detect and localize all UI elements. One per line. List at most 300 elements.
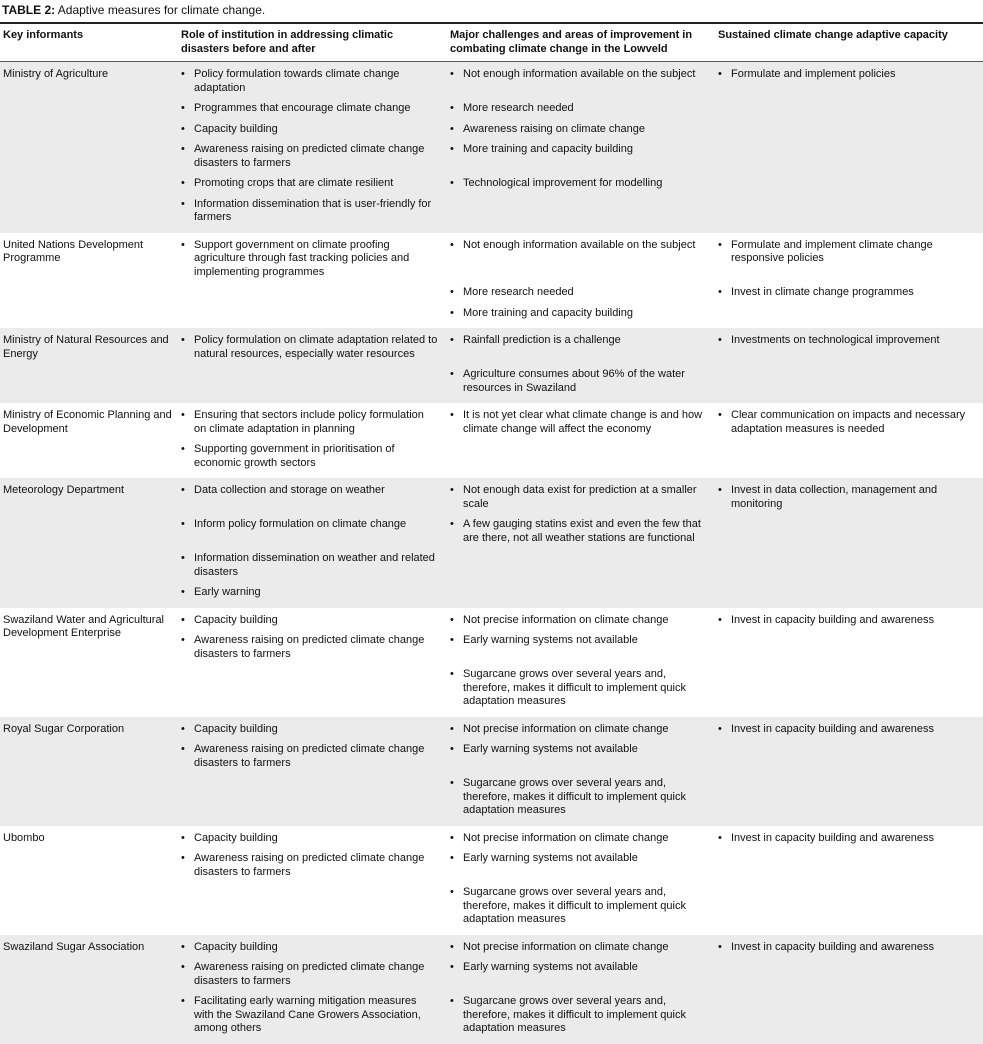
bullet-item — [181, 961, 439, 988]
bullet-item — [450, 143, 707, 157]
bullet-text: More research needed — [463, 102, 574, 114]
bullet-text: Not precise information on climate change — [463, 613, 669, 626]
bullet-icon: • — [718, 334, 722, 346]
major-challenges-cell — [447, 777, 715, 818]
major-challenges-cell — [447, 177, 715, 191]
role-of-institution-cell — [178, 123, 447, 137]
bullet-icon: • — [450, 961, 454, 973]
item-line-group — [178, 334, 983, 361]
item-line-group — [178, 886, 983, 927]
adaptive-capacity-cell — [715, 307, 983, 321]
bullet-text: Awareness raising on predicted climate change disasters to farmers — [194, 852, 425, 878]
bullet-text: Not precise information on climate change — [463, 831, 669, 844]
bullet-item — [181, 941, 439, 955]
bullet-text: Inform policy formulation on climate change — [194, 518, 407, 530]
bullet-item — [450, 484, 707, 511]
bullet-icon: • — [181, 334, 185, 346]
bullet-text: Not enough information available on the subject — [463, 238, 696, 251]
bullet-item — [718, 409, 977, 436]
table-row — [0, 826, 983, 935]
role-of-institution-cell — [178, 68, 447, 95]
key-informant-cell: Ubombo — [3, 831, 45, 844]
major-challenges-cell — [447, 409, 715, 436]
major-challenges-cell — [447, 368, 715, 395]
adaptive-capacity-cell — [715, 443, 983, 470]
item-line-group — [178, 995, 983, 1036]
row-items — [178, 614, 983, 716]
role-of-institution-cell — [178, 995, 447, 1036]
key-informant-cell: Swaziland Water and Agricultural Development Enterprise — [3, 613, 165, 639]
major-challenges-cell — [447, 552, 715, 579]
header-role-of-institution: Role of institution in addressing climatic disasters before and after — [181, 29, 394, 55]
key-informant-cell: Royal Sugar Corporation — [3, 722, 125, 735]
role-of-institution-cell — [178, 198, 447, 225]
bullet-item — [450, 961, 707, 975]
bullet-text: Early warning systems not available — [463, 634, 638, 646]
bullet-icon: • — [450, 368, 454, 380]
bullet-icon: • — [181, 68, 185, 80]
header-key-informants: Key informants — [3, 29, 84, 41]
role-of-institution-cell — [178, 777, 447, 818]
bullet-text: Ensuring that sectors include policy formulation on climate adaptation in planning — [194, 409, 424, 435]
adaptive-capacity-cell — [715, 634, 983, 661]
bullet-text: Early warning — [194, 586, 261, 598]
bullet-item — [181, 177, 439, 191]
bullet-item — [450, 334, 707, 348]
bullet-item — [181, 68, 439, 95]
bullet-icon: • — [181, 122, 185, 135]
bullet-icon: • — [181, 177, 185, 189]
table-title: Adaptive measures for climate change. — [55, 3, 266, 17]
bullet-item — [450, 68, 707, 82]
item-line-group — [178, 941, 983, 955]
item-line-group — [178, 286, 983, 300]
table-row — [0, 935, 983, 1044]
item-line-group — [178, 832, 983, 846]
bullet-item — [181, 634, 439, 661]
bullet-item — [181, 102, 439, 116]
bullet-icon: • — [450, 940, 454, 953]
bullet-item — [450, 123, 707, 137]
bullet-text: Promoting crops that are climate resilient — [194, 177, 394, 189]
bullet-text: Rainfall prediction is a challenge — [463, 334, 621, 346]
bullet-item — [181, 239, 439, 280]
item-line-group — [178, 68, 983, 95]
bullet-text: Awareness raising on predicted climate change disasters to farmers — [194, 143, 425, 169]
bullet-item — [718, 723, 977, 737]
role-of-institution-cell — [178, 832, 447, 846]
bullet-icon: • — [450, 743, 454, 755]
bullet-icon: • — [718, 409, 722, 421]
bullet-text: Policy formulation towards climate change adaptation — [194, 68, 400, 94]
bullet-icon: • — [181, 831, 185, 844]
item-line-group — [178, 777, 983, 818]
bullet-text: Investments on technological improvement — [731, 334, 940, 346]
major-challenges-cell — [447, 634, 715, 661]
bullet-item — [181, 484, 439, 498]
bullet-text: Not precise information on climate change — [463, 722, 669, 735]
major-challenges-cell — [447, 832, 715, 846]
bullet-item — [450, 743, 707, 757]
bullet-icon: • — [450, 995, 454, 1007]
adaptive-capacity-cell — [715, 409, 983, 436]
bullet-item — [718, 68, 977, 82]
role-of-institution-cell — [178, 886, 447, 927]
bullet-text: Awareness raising on predicted climate change disasters to farmers — [194, 743, 425, 769]
table-row — [0, 62, 983, 233]
item-line-group — [178, 743, 983, 770]
adaptive-capacity-cell — [715, 777, 983, 818]
adaptive-capacity-cell — [715, 484, 983, 511]
bullet-icon: • — [450, 238, 454, 251]
bullet-text: Support government on climate proofing agriculture through fast tracking policies and implementing programmes — [194, 238, 410, 278]
major-challenges-cell — [447, 668, 715, 709]
bullet-item — [718, 941, 977, 955]
bullet-item — [181, 852, 439, 879]
bullet-item — [718, 614, 977, 628]
bullet-text: Sugarcane grows over several years and, therefore, makes it difficult to implement quick adaptation measures — [463, 886, 686, 925]
bullet-item — [718, 334, 977, 348]
bullet-icon: • — [450, 831, 454, 844]
bullet-icon: • — [718, 831, 722, 844]
role-of-institution-cell — [178, 286, 447, 300]
bullet-icon: • — [181, 961, 185, 973]
major-challenges-cell — [447, 586, 715, 600]
role-of-institution-cell — [178, 409, 447, 436]
bullet-item — [450, 368, 707, 395]
table-body — [0, 62, 983, 1044]
table-label: TABLE 2: — [2, 3, 56, 17]
major-challenges-cell — [447, 307, 715, 321]
table-row — [0, 233, 983, 329]
bullet-icon: • — [450, 306, 454, 319]
bullet-icon: • — [718, 286, 722, 298]
bullet-icon: • — [718, 68, 722, 80]
bullet-text: Sugarcane grows over several years and, therefore, makes it difficult to implement quick adaptation measures — [463, 668, 686, 707]
adaptive-capacity-cell — [715, 832, 983, 846]
bullet-text: Technological improvement for modelling — [463, 177, 663, 189]
adaptive-capacity-cell — [715, 723, 983, 737]
major-challenges-cell — [447, 518, 715, 545]
bullet-text: Clear communication on impacts and necessary adaptation measures is needed — [731, 409, 966, 435]
bullet-item — [718, 484, 977, 511]
bullet-icon: • — [450, 518, 454, 530]
bullet-icon: • — [181, 613, 185, 626]
item-line-group — [178, 723, 983, 737]
bullet-icon: • — [450, 634, 454, 646]
bullet-icon: • — [181, 722, 185, 735]
bullet-item — [450, 777, 707, 818]
item-line-group — [178, 368, 983, 395]
bullet-icon: • — [450, 886, 454, 898]
bullet-text: Capacity building — [194, 831, 278, 844]
bullet-text: More training and capacity building — [463, 306, 633, 319]
bullet-text: Not precise information on climate change — [463, 940, 669, 953]
item-line-group — [178, 198, 983, 225]
bullet-icon: • — [181, 586, 185, 598]
bullet-text: Capacity building — [194, 940, 278, 953]
row-items — [178, 239, 983, 328]
adaptive-capacity-cell — [715, 995, 983, 1036]
role-of-institution-cell — [178, 668, 447, 709]
key-informant-cell: United Nations Development Programme — [3, 238, 144, 264]
row-items — [178, 68, 983, 232]
major-challenges-cell — [447, 443, 715, 470]
bullet-text: More research needed — [463, 286, 574, 298]
table-header-row — [0, 24, 983, 62]
key-informant-cell: Meteorology Department — [3, 484, 125, 496]
bullet-icon: • — [718, 238, 722, 251]
role-of-institution-cell — [178, 239, 447, 280]
bullet-icon: • — [181, 552, 185, 564]
table-row — [0, 328, 983, 403]
bullet-icon: • — [450, 409, 454, 421]
item-line-group — [178, 307, 983, 321]
major-challenges-cell — [447, 614, 715, 628]
major-challenges-cell — [447, 723, 715, 737]
key-informant-cell: Ministry of Economic Planning and Development — [3, 409, 172, 435]
bullet-text: Formulate and implement climate change responsive policies — [731, 238, 933, 264]
role-of-institution-cell — [178, 143, 447, 170]
adaptive-capacity-cell — [715, 102, 983, 116]
major-challenges-cell — [447, 143, 715, 170]
bullet-item — [450, 177, 707, 191]
major-challenges-cell — [447, 239, 715, 280]
role-of-institution-cell — [178, 586, 447, 600]
bullet-text: Invest in data collection, management and monitoring — [731, 484, 938, 510]
bullet-text: Data collection and storage on weather — [194, 484, 385, 496]
bullet-text: Facilitating early warning mitigation measures with the Swaziland Cane Growers Association, among others — [194, 995, 421, 1034]
bullet-text: More training and capacity building — [463, 143, 633, 155]
bullet-item — [181, 123, 439, 137]
bullet-icon: • — [181, 484, 185, 496]
bullet-item — [450, 102, 707, 116]
bullet-item — [450, 886, 707, 927]
bullet-text: It is not yet clear what climate change is and how climate change will affect the economy — [463, 409, 703, 435]
bullet-icon: • — [181, 143, 185, 155]
bullet-text: Agriculture consumes about 96% of the water resources in Swaziland — [463, 368, 685, 394]
bullet-text: Capacity building — [194, 613, 278, 626]
adaptive-capacity-cell — [715, 941, 983, 955]
bullet-text: Early warning systems not available — [463, 961, 638, 973]
bullet-item — [450, 518, 707, 545]
bullet-text: Programmes that encourage climate change — [194, 102, 411, 114]
major-challenges-cell — [447, 941, 715, 955]
bullet-text: Sugarcane grows over several years and, therefore, makes it difficult to implement quick adaptation measures — [463, 777, 686, 816]
adaptive-capacity-cell — [715, 586, 983, 600]
item-line-group — [178, 634, 983, 661]
bullet-text: Capacity building — [194, 122, 278, 135]
key-informant-cell: Swaziland Sugar Association — [3, 940, 145, 953]
bullet-item — [181, 995, 439, 1036]
role-of-institution-cell — [178, 177, 447, 191]
adaptive-capacity-cell — [715, 198, 983, 225]
header-adaptive-capacity: Sustained climate change adaptive capacity — [718, 29, 948, 41]
adaptive-capacity-cell — [715, 143, 983, 170]
role-of-institution-cell — [178, 334, 447, 361]
bullet-icon: • — [450, 122, 454, 135]
role-of-institution-cell — [178, 552, 447, 579]
adaptive-capacity-cell — [715, 552, 983, 579]
adaptive-measures-table — [0, 22, 983, 1044]
item-line-group — [178, 852, 983, 879]
bullet-icon: • — [718, 613, 722, 626]
role-of-institution-cell — [178, 102, 447, 116]
major-challenges-cell — [447, 102, 715, 116]
bullet-text: Invest in capacity building and awareness — [731, 831, 935, 844]
item-line-group — [178, 614, 983, 628]
table-row — [0, 403, 983, 478]
bullet-item — [181, 723, 439, 737]
bullet-item — [718, 286, 977, 300]
adaptive-capacity-cell — [715, 368, 983, 395]
major-challenges-cell — [447, 286, 715, 300]
role-of-institution-cell — [178, 723, 447, 737]
adaptive-capacity-cell — [715, 614, 983, 628]
bullet-text: Supporting government in prioritisation of economic growth sectors — [194, 443, 395, 469]
key-informant-cell: Ministry of Agriculture — [3, 68, 109, 80]
adaptive-capacity-cell — [715, 123, 983, 137]
bullet-icon: • — [181, 409, 185, 421]
item-line-group — [178, 443, 983, 470]
bullet-icon: • — [450, 68, 454, 80]
role-of-institution-cell — [178, 614, 447, 628]
bullet-item — [450, 239, 707, 253]
major-challenges-cell — [447, 334, 715, 361]
adaptive-capacity-cell — [715, 668, 983, 709]
bullet-icon: • — [450, 286, 454, 298]
item-line-group — [178, 177, 983, 191]
role-of-institution-cell — [178, 368, 447, 395]
major-challenges-cell — [447, 995, 715, 1036]
bullet-icon: • — [181, 634, 185, 646]
bullet-item — [181, 586, 439, 600]
adaptive-capacity-cell — [715, 743, 983, 770]
bullet-item — [181, 198, 439, 225]
item-line-group — [178, 239, 983, 280]
item-line-group — [178, 668, 983, 709]
bullet-item — [718, 239, 977, 266]
major-challenges-cell — [447, 961, 715, 988]
item-line-group — [178, 123, 983, 137]
adaptive-capacity-cell — [715, 334, 983, 361]
row-items — [178, 484, 983, 607]
bullet-text: Formulate and implement policies — [731, 68, 896, 80]
bullet-item — [181, 518, 439, 532]
bullet-text: A few gauging statins exist and even the few that are there, not all weather stations are functional — [463, 518, 701, 544]
bullet-icon: • — [718, 940, 722, 953]
role-of-institution-cell — [178, 634, 447, 661]
bullet-icon: • — [181, 940, 185, 953]
role-of-institution-cell — [178, 941, 447, 955]
bullet-text: Early warning systems not available — [463, 743, 638, 755]
bullet-item — [450, 832, 707, 846]
item-line-group — [178, 586, 983, 600]
major-challenges-cell — [447, 852, 715, 879]
major-challenges-cell — [447, 68, 715, 95]
adaptive-capacity-cell — [715, 239, 983, 280]
item-line-group — [178, 518, 983, 545]
bullet-item — [450, 668, 707, 709]
role-of-institution-cell — [178, 743, 447, 770]
bullet-text: Not enough data exist for prediction at a smaller scale — [463, 484, 697, 510]
bullet-item — [450, 409, 707, 436]
bullet-item — [181, 409, 439, 436]
bullet-icon: • — [450, 484, 454, 496]
bullet-item — [450, 614, 707, 628]
bullet-icon: • — [450, 143, 454, 155]
row-items — [178, 409, 983, 477]
role-of-institution-cell — [178, 484, 447, 511]
major-challenges-cell — [447, 886, 715, 927]
bullet-icon: • — [181, 518, 185, 530]
bullet-item — [181, 832, 439, 846]
item-line-group — [178, 102, 983, 116]
item-line-group — [178, 143, 983, 170]
item-line-group — [178, 961, 983, 988]
bullet-icon: • — [181, 743, 185, 755]
bullet-icon: • — [450, 334, 454, 346]
bullet-text: Invest in capacity building and awareness — [731, 722, 935, 735]
bullet-text: Information dissemination on weather and related disasters — [194, 552, 435, 578]
bullet-item — [718, 832, 977, 846]
bullet-text: Sugarcane grows over several years and, therefore, makes it difficult to implement quick adaptation measures — [463, 995, 686, 1034]
bullet-item — [450, 995, 707, 1036]
major-challenges-cell — [447, 743, 715, 770]
bullet-text: Policy formulation on climate adaptation related to natural resources, especially water resources — [194, 334, 438, 360]
row-items — [178, 941, 983, 1043]
header-major-challenges: Major challenges and areas of improvement in combating climate change in the Lowveld — [450, 29, 693, 55]
bullet-item — [450, 307, 707, 321]
role-of-institution-cell — [178, 852, 447, 879]
table-row — [0, 717, 983, 826]
bullet-item — [450, 852, 707, 866]
adaptive-capacity-cell — [715, 961, 983, 988]
bullet-text: Invest in climate change programmes — [731, 286, 914, 298]
bullet-icon: • — [181, 852, 185, 864]
bullet-item — [450, 941, 707, 955]
bullet-text: Not enough information available on the subject — [463, 68, 696, 80]
adaptive-capacity-cell — [715, 68, 983, 95]
bullet-icon: • — [450, 777, 454, 789]
bullet-icon: • — [718, 722, 722, 735]
bullet-item — [181, 552, 439, 579]
bullet-item — [181, 614, 439, 628]
row-items — [178, 723, 983, 825]
bullet-icon: • — [450, 852, 454, 864]
item-line-group — [178, 484, 983, 511]
bullet-icon: • — [181, 102, 185, 114]
bullet-icon: • — [450, 722, 454, 735]
bullet-text: Information dissemination that is user-friendly for farmers — [194, 197, 432, 223]
bullet-icon: • — [181, 238, 185, 251]
bullet-icon: • — [450, 102, 454, 114]
major-challenges-cell — [447, 123, 715, 137]
bullet-icon: • — [450, 613, 454, 626]
key-informant-cell: Ministry of Natural Resources and Energy — [3, 334, 169, 360]
bullet-item — [450, 634, 707, 648]
bullet-icon: • — [718, 484, 722, 496]
item-line-group — [178, 409, 983, 436]
bullet-text: Invest in capacity building and awareness — [731, 940, 935, 953]
adaptive-capacity-cell — [715, 286, 983, 300]
row-items — [178, 334, 983, 402]
bullet-item — [181, 443, 439, 470]
bullet-icon: • — [181, 197, 185, 210]
major-challenges-cell — [447, 484, 715, 511]
table-caption — [2, 4, 265, 18]
bullet-icon: • — [181, 443, 185, 455]
